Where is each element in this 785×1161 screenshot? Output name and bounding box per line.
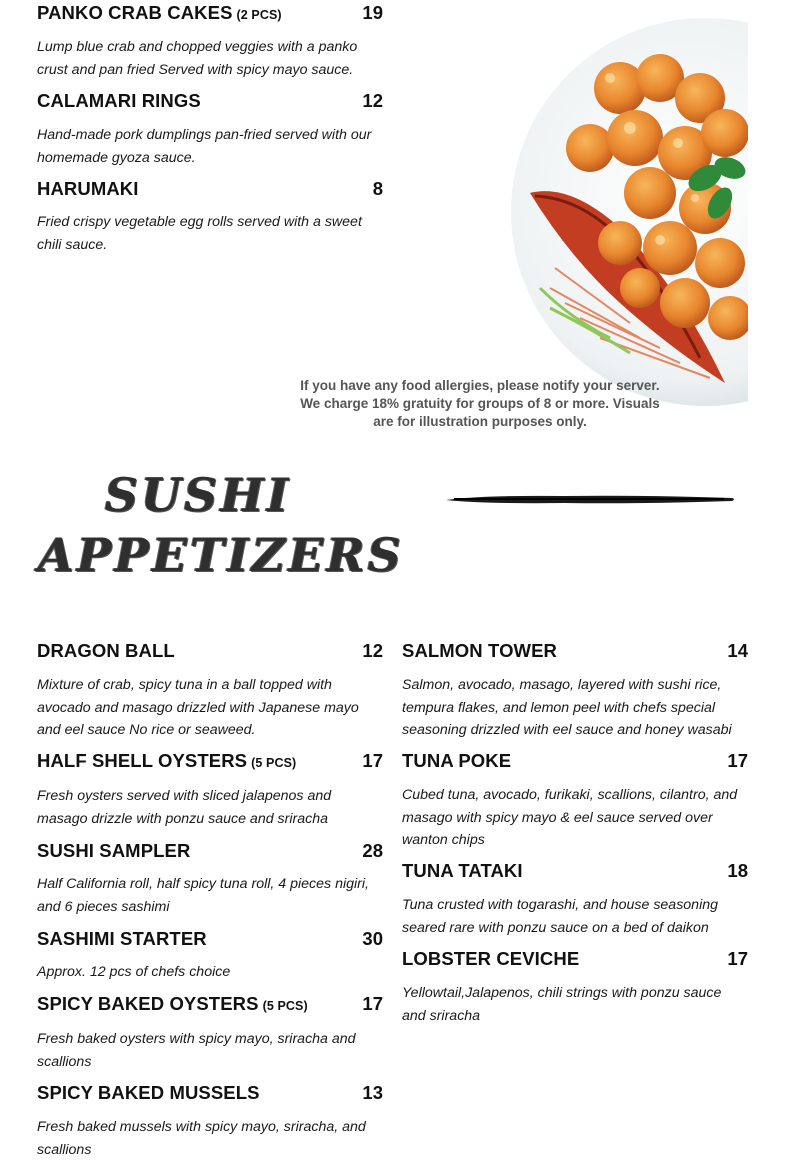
item-price: 8	[372, 178, 383, 199]
item-quantity: (5 PCS)	[251, 756, 297, 770]
item-description: Half California roll, half spicy tuna roll, 4 pieces nigiri, and 6 pieces sashimi	[37, 876, 369, 915]
menu-item-dragon-ball	[37, 640, 383, 742]
menu-item-sushi-sampler	[37, 840, 383, 918]
section-title-line1: SUSHI	[104, 468, 292, 522]
item-price: 12	[362, 640, 383, 661]
item-description: Yellowtail,Jalapenos, chili strings with ponzu sauce and sriracha	[402, 985, 722, 1024]
item-name: SUSHI SAMPLER	[37, 840, 191, 861]
section-title	[38, 466, 404, 586]
menu-item-spicy-baked-mussels	[37, 1082, 383, 1161]
item-price: 30	[362, 928, 383, 949]
item-name: SPICY BAKED OYSTERS	[37, 993, 259, 1014]
item-name: PANKO CRAB CAKES	[37, 2, 233, 23]
item-description: Fresh oysters served with sliced jalapenos and masago drizzle with ponzu sauce and sriracha	[37, 788, 332, 827]
item-description: Tuna crusted with togarashi, and house seasoning seared rare with ponzu sauce on a bed of daikon	[402, 897, 719, 936]
item-description: Approx. 12 pcs of chefs choice	[37, 964, 231, 980]
item-description: Fresh baked oysters with spicy mayo, sriracha and scallions	[37, 1031, 356, 1070]
menu-item-salmon-tower	[402, 640, 748, 742]
item-description: Fresh baked mussels with spicy mayo, sriracha, and scallions	[37, 1119, 366, 1158]
allergy-gratuity-notice: If you have any food allergies, please notify your server. We charge 18% gratuity for groups of 8 or more. Visuals are for illustration purposes only.	[300, 378, 660, 429]
item-description: Salmon, avocado, masago, layered with sushi rice, tempura flakes, and lemon peel with chefs special seasoning drizzled with eel sauce and honey wasabi	[402, 677, 732, 738]
item-price: 13	[362, 1082, 383, 1103]
item-description: Mixture of crab, spicy tuna in a ball topped with avocado and masago drizzled with Japanese mayo and eel sauce No rice or seaweed.	[37, 677, 359, 738]
item-name: TUNA TATAKI	[402, 860, 523, 881]
menu-item-sashimi-starter	[37, 928, 383, 984]
item-name: TUNA POKE	[402, 750, 512, 771]
item-name: LOBSTER CEVICHE	[402, 948, 580, 969]
item-name: DRAGON BALL	[37, 640, 175, 661]
item-price: 14	[727, 640, 748, 661]
item-price: 17	[362, 750, 383, 771]
item-price: 19	[362, 2, 383, 23]
menu-item-half-shell-oysters	[37, 750, 383, 830]
item-price: 12	[362, 90, 383, 111]
menu-item-tuna-poke	[402, 750, 748, 852]
item-price: 17	[727, 750, 748, 771]
item-name: SALMON TOWER	[402, 640, 558, 661]
item-quantity: (5 PCS)	[262, 999, 308, 1013]
item-price: 28	[362, 840, 383, 861]
food-photo	[510, 18, 748, 408]
item-description: Cubed tuna, avocado, furikaki, scallions, cilantro, and masago with spicy mayo & eel sauce served over wanton chips	[402, 787, 738, 848]
menu-item-panko-crab-cakes	[37, 2, 383, 81]
item-price: 17	[727, 948, 748, 969]
item-name: SPICY BAKED MUSSELS	[37, 1082, 260, 1103]
item-description: Lump blue crab and chopped veggies with a panko crust and pan fried Served with spicy mayo sauce.	[37, 39, 358, 78]
item-description: Fried crispy vegetable egg rolls served with a sweet chili sauce.	[37, 214, 362, 253]
item-quantity: (2 PCS)	[236, 8, 282, 22]
menu-item-calamari-rings	[37, 90, 383, 169]
menu-item-spicy-baked-oysters	[37, 993, 383, 1073]
menu-item-lobster-ceviche	[402, 948, 748, 1027]
section-title-line2: APPETIZERS	[38, 528, 404, 582]
brush-stroke-divider	[444, 491, 736, 507]
item-name: HALF SHELL OYSTERS	[37, 750, 248, 771]
menu-item-tuna-tataki	[402, 860, 748, 939]
item-price: 18	[727, 860, 748, 881]
menu-item-harumaki	[37, 178, 383, 256]
item-name: CALAMARI RINGS	[37, 90, 201, 111]
item-name: HARUMAKI	[37, 178, 139, 199]
item-name: SASHIMI STARTER	[37, 928, 207, 949]
item-description: Hand-made pork dumplings pan-fried served with our homemade gyoza sauce.	[37, 127, 372, 166]
item-price: 17	[362, 993, 383, 1014]
